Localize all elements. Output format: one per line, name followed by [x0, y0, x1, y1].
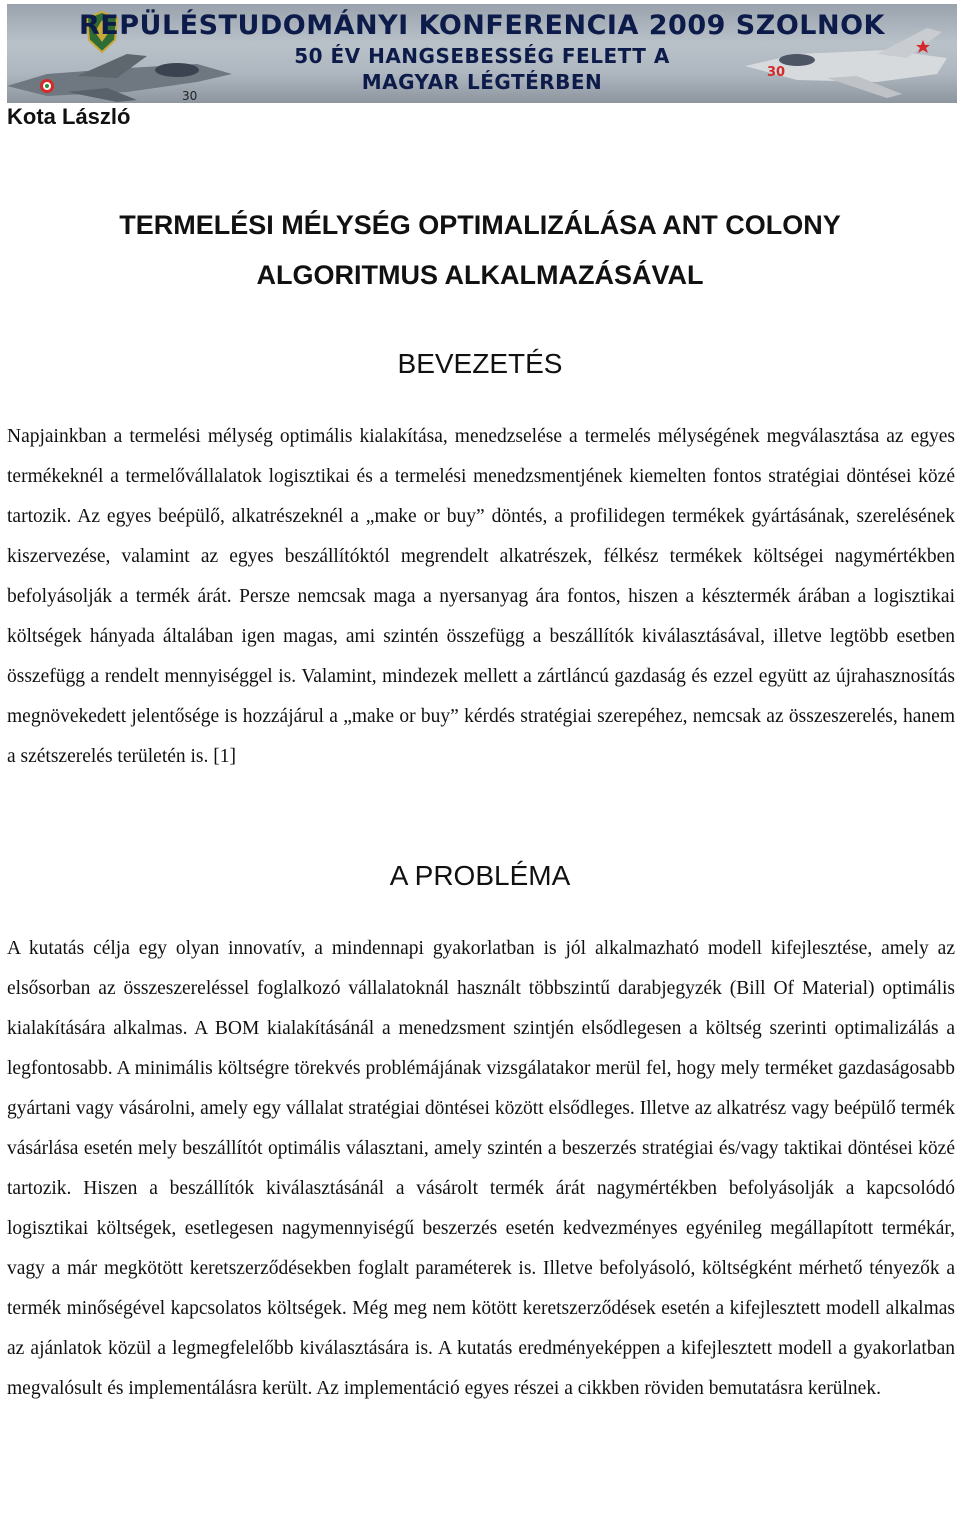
- section-heading-problem: A PROBLÉMA: [389, 860, 571, 891]
- left-jet-number: 30: [182, 89, 198, 103]
- banner-subtitle-2: MAGYAR LÉGTÉRBEN: [361, 70, 603, 94]
- paper-title-line-2: ALGORITMUS ALKALMAZÁSÁVAL: [256, 260, 704, 290]
- section-paragraph-problem: A kutatás célja egy olyan innovatív, a mindennapi gyakorlatban is jól alkalmazható modell kifejlesztése, amely az elsősorban az összeszereléssel foglalkozó vállalatoknál használt többszintű darabjegyzék (Bill Of Material) optimális kialakítására alkalmas. A BOM kialakításánál a menedzsment szintjén elsődlegesen a költség szerinti optimalizálás a legfontosabb. A minimális költségre törekvés problémájának vizsgálatakor merül fel, hogy mely terméket gazdaságosabb gyártani vagy vásárolni, amely egy vállalat stratégiai döntései között elsődleges. Illetve az alkatrész vagy beépülő termék vásárlása esetén mely beszállítót optimális választani, amely szintén a beszerzés stratégiai és/vagy taktikai döntései közé tartozik. Hiszen a beszállítók kiválasztásánál a vásárolt termék árát nagymértékben befolyásolják a kapcsolódó logisztikai költségek, esetlegesen nagymennyiségű beszerzés esetén kedvezményes egyénileg megállapított termékár, vagy a már megkötött keretszerződésekben foglalt paraméterek is. Illetve befolyásoló, költségként mérhető tényezők a termék minőségével kapcsolatos költségek. Még meg nem kötött keretszerződések esetén a kifejlesztett modell alkalmas az ajánlatok közül a legmegfelelőbb kiválasztására is. A kutatás eredményeképpen a kifejlesztett modell a gyakorlatban megvalósult és implementálásra került. Az implementáció egyes részei a cikkben röviden bemutatásra kerülnek.: [7, 938, 955, 1399]
- banner-subtitle-1: 50 ÉV HANGSEBESSÉG FELETT A: [294, 44, 670, 68]
- paper-title-line-1: TERMELÉSI MÉLYSÉG OPTIMALIZÁLÁSA ANT COLONY: [119, 210, 841, 240]
- section-heading-intro: BEVEZETÉS: [397, 348, 563, 379]
- banner-title: REPÜLÉSTUDOMÁNYI KONFERENCIA 2009 SZOLNOK: [79, 10, 885, 41]
- section-paragraph-intro: Napjainkban a termelési mélység optimális kialakítása, menedzselése a termelés mélységének megválasztása az egyes termékeknél a termelővállalatok logisztikai és a termelési menedzsmentjének kiemelten fontos stratégiai döntései közé tartozik. Az egyes beépülő, alkatrészeknél a „make or buy” döntés, a profilidegen termékek gyártásának, szerelésének kiszervezése, valamint az egyes beszállítóktól megrendelt alkatrészek, félkész termékek költségei nagymértékben befolyásolják a termék árát. Persze nemcsak maga a nyersanyag ára fontos, hiszen a késztermék árában a logisztikai költségek hányada általában igen magas, ami szintén összefügg a beszállítók kiválasztásával, illetve legtöbb esetben összefügg a rendelt mennyiséggel is. Valamint, mindezek mellett a zártláncú gazdaság és ezzel együtt az újrahasznosítás megnövekedett jelentősége is hozzájárul a „make or buy” kérdés stratégiai szerepéhez, nemcsak az összeszerelés, hanem a szétszerelés területén is. [1]: [7, 426, 955, 767]
- conference-banner: [7, 4, 957, 103]
- author-name: Kota László: [7, 104, 131, 129]
- right-jet-number: 30: [767, 65, 786, 80]
